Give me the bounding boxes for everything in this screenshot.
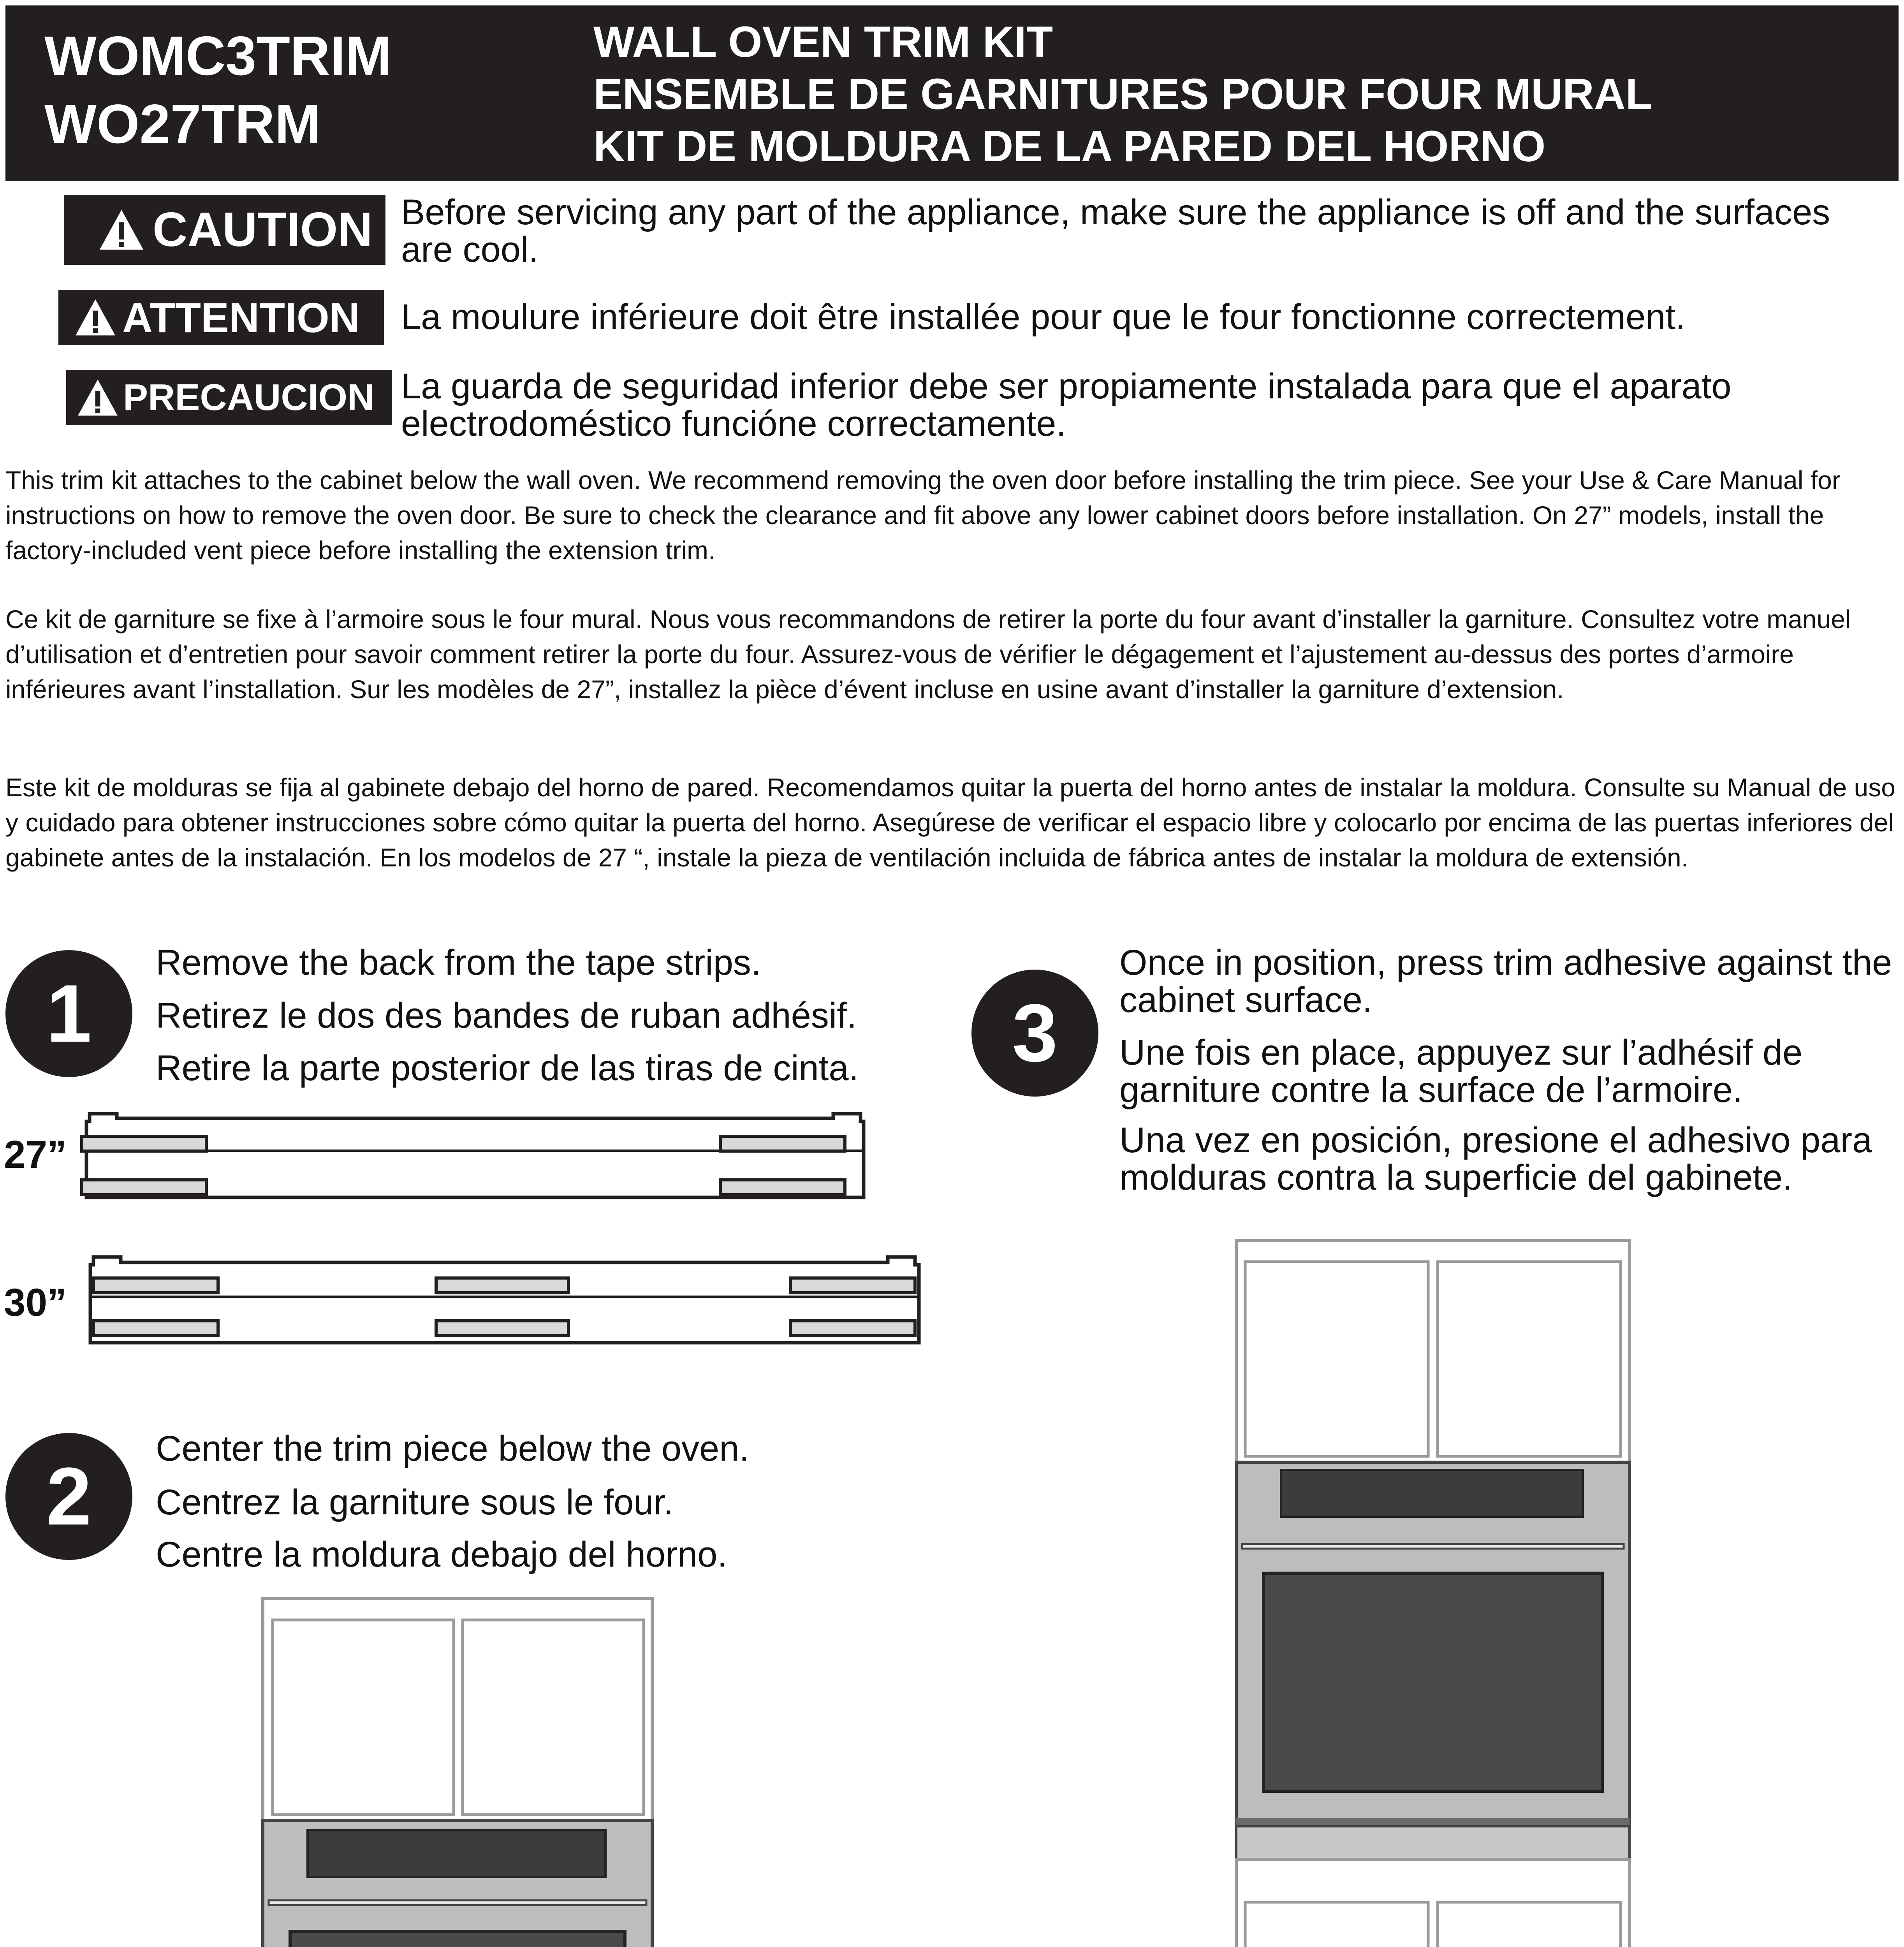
title-spanish: KIT DE MOLDURA DE LA PARED DEL HORNO	[593, 122, 1546, 171]
step-2-english: Center the trim piece below the oven.	[156, 1429, 749, 1468]
step-2-number: 2	[5, 1433, 132, 1560]
step-3-french: Une fois en place, appuyez sur l’adhésif de garniture contre la surface de l’armoire.	[1119, 1033, 1803, 1110]
step-3-spanish: Una vez en posición, presione el adhesivo para molduras contra la superficie del gabinete.	[1119, 1120, 1872, 1197]
step-2-spanish: Centre la moldura debajo del horno.	[156, 1535, 727, 1574]
intro-english: This trim kit attaches to the cabinet below the wall oven. We recommend removing the oven door before installing the trim piece. See your Use & Care Manual for instructions on how to remove the oven door. Be sure to check the clearance and fit above any lower cabinet doors before installation. On 27” models, install the factory-included vent piece before installing the extension trim.	[5, 466, 1841, 565]
precaucion-label: PRECAUCION	[123, 377, 375, 418]
model-number-2: WO27TRM	[44, 93, 321, 155]
intro-spanish: Este kit de molduras se fija al gabinete debajo del horno de pared. Recomendamos quitar la puerta del horno antes de instalar la moldura. Consulte su Manual de uso y cuidado para obtener instrucciones sobre cómo quitar la puerta del horno. Asegúrese de verificar el espacio libre y colocarlo por encima de las puertas inferiores del gabinete antes de la instalación. En los modelos de 27 “, instale la pieza de ventilación incluida de fábrica antes de instalar la moldura de extensión.	[5, 773, 1895, 872]
caution-text: Before servicing any part of the appliance, make sure the appliance is off and the surfaces are cool.	[401, 192, 1830, 269]
step-3-english: Once in position, press trim adhesive against the cabinet surface.	[1119, 943, 1892, 1020]
precaucion-text: La guarda de seguridad inferior debe ser propiamente instalada para que el aparato electrodoméstico funcióne correctamente.	[401, 366, 1732, 444]
step-2-french: Centrez la garniture sous le four.	[156, 1482, 674, 1522]
caution-label: CAUTION	[153, 203, 373, 257]
size-label-27: 27”	[4, 1133, 67, 1176]
step-1-english: Remove the back from the tape strips.	[156, 943, 761, 982]
intro-french: Ce kit de garniture se fixe à l’armoire sous le four mural. Nous vous recommandons de retirer la porte du four avant d’installer la garniture. Consultez votre manuel d’utilisation et d’entretien pour savoir comment retirer la porte du four. Assurez-vous de vérifier le dégagement et l’ajustement au-dessus des portes d’armoire inférieures avant l’installation. Sur les modèles de 27”, installez la pièce d’évent incluse en usine avant d’installer la garniture d’extension.	[5, 605, 1851, 704]
step-1-french: Retirez le dos des bandes de ruban adhésif.	[156, 996, 857, 1035]
title-english: WALL OVEN TRIM KIT	[593, 18, 1053, 66]
step-1-number: 1	[5, 950, 132, 1077]
attention-text: La moulure inférieure doit être installée pour que le four fonctionne correctement.	[401, 297, 1686, 337]
attention-label: ATTENTION	[122, 294, 360, 341]
title-french: ENSEMBLE DE GARNITURES POUR FOUR MURAL	[593, 70, 1652, 118]
step-1-spanish: Retire la parte posterior de las tiras de cinta.	[156, 1048, 859, 1088]
model-number-1: WOMC3TRIM	[44, 25, 392, 87]
step-3-number: 3	[971, 970, 1098, 1097]
size-label-30: 30”	[4, 1281, 67, 1324]
